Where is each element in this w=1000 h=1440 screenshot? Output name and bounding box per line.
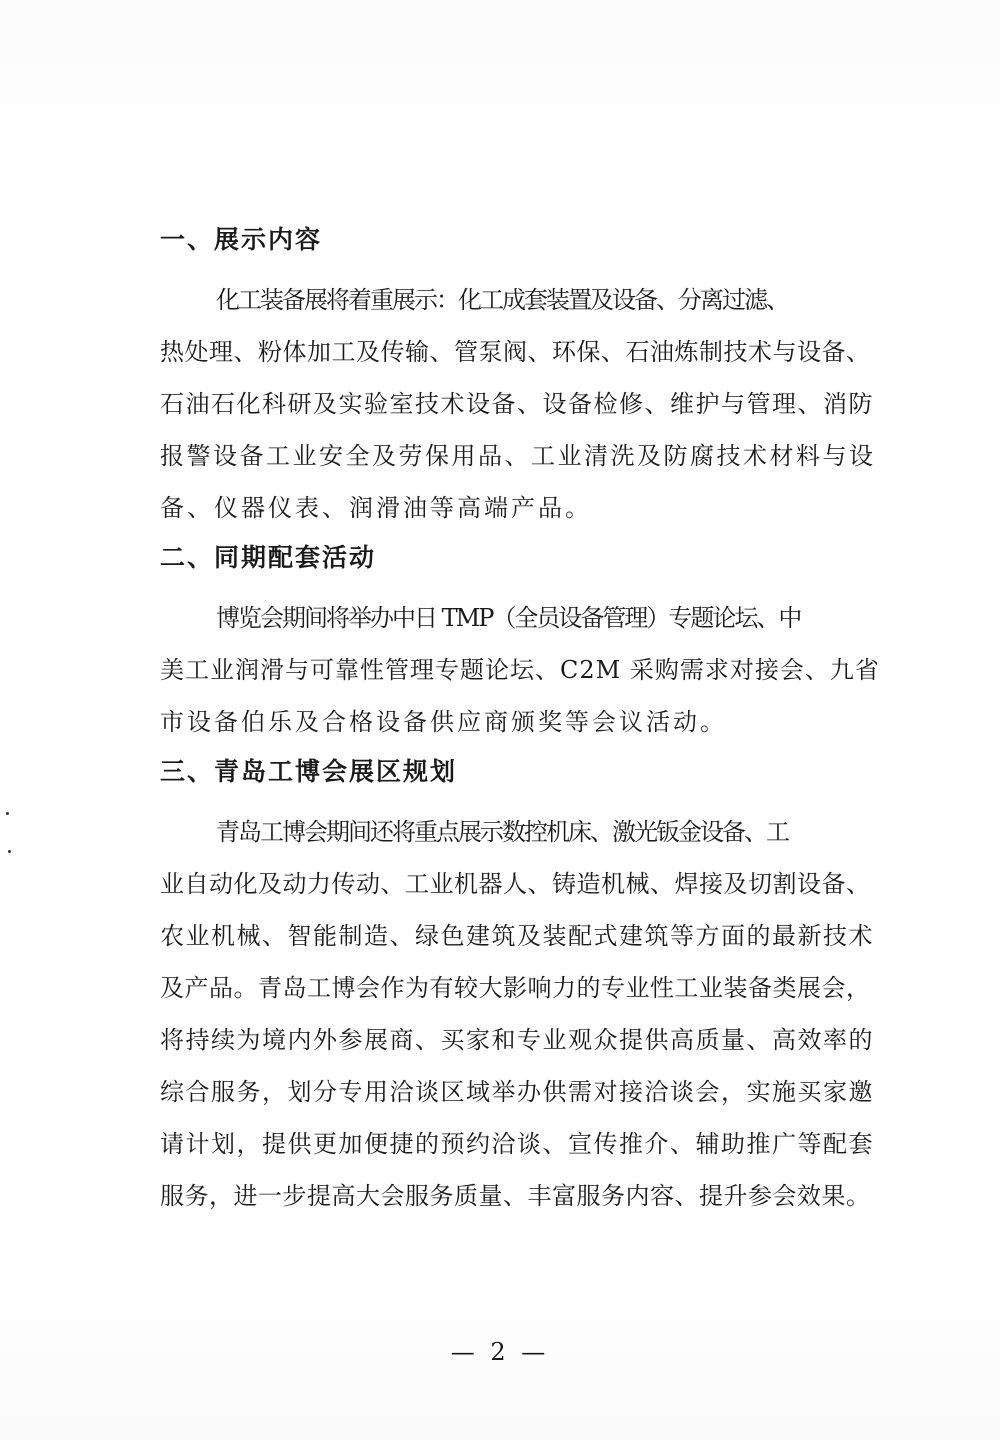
- section-heading-concurrent-activities: 二、同期配套活动: [160, 543, 377, 572]
- section-paragraph: [160, 806, 880, 1222]
- paragraph-line: 博览会期间将举办中日 TMP（全员设备管理）专题论坛、中: [216, 604, 801, 632]
- paragraph-line: 农业机械、智能制造、绿色建筑及装配式建筑等方面的最新技术: [160, 922, 874, 950]
- scan-speck: [6, 812, 9, 815]
- paragraph-line: 市设备伯乐及合格设备供应商颁奖等会议活动。: [160, 708, 727, 736]
- paragraph-line: 美工业润滑与可靠性管理专题论坛、C2M 采购需求对接会、九省: [160, 656, 880, 684]
- paragraph-line: 石油石化科研及实验室技术设备、设备检修、维护与管理、消防: [160, 390, 874, 418]
- paragraph-line: 青岛工博会期间还将重点展示数控机床、激光钣金设备、工: [216, 818, 788, 846]
- section-paragraph: [160, 274, 880, 534]
- page-number: — 2 —: [450, 1338, 550, 1366]
- paragraph-line: 化工装备展将着重展示：化工成套装置及设备、分离过滤、: [216, 286, 788, 314]
- section-heading-display-content: 一、展示内容: [160, 225, 323, 254]
- paragraph-line: 服务，进一步提高大会服务质量、丰富服务内容、提升参会效果。: [160, 1182, 871, 1210]
- paragraph-line: 及产品。青岛工博会作为有较大影响力的专业性工业装备类展会，: [160, 974, 871, 1002]
- document-body: [160, 220, 880, 1226]
- paragraph-line: 将持续为境内外参展商、买家和专业观众提供高质量、高效率的: [160, 1026, 874, 1054]
- paragraph-line: 业自动化及动力传动、工业机器人、铸造机械、焊接及切割设备、: [160, 870, 871, 898]
- paragraph-line: 备、仪器仪表、润滑油等高端产品。: [160, 494, 592, 522]
- paragraph-line: 报警设备工业安全及劳保用品、工业清洗及防腐技术材料与设: [160, 442, 876, 470]
- section-heading-exhibition-area-plan: 三、青岛工博会展区规划: [160, 757, 458, 786]
- section-paragraph: [160, 592, 880, 748]
- scan-speck: [8, 850, 11, 853]
- paragraph-line: 请计划，提供更加便捷的预约洽谈、宣传推介、辅助推广等配套: [160, 1130, 874, 1158]
- paragraph-line: 综合服务，划分专用洽谈区域举办供需对接洽谈会，实施买家邀: [160, 1078, 874, 1106]
- paragraph-line: 热处理、粉体加工及传输、管泵阀、环保、石油炼制技术与设备、: [160, 338, 871, 366]
